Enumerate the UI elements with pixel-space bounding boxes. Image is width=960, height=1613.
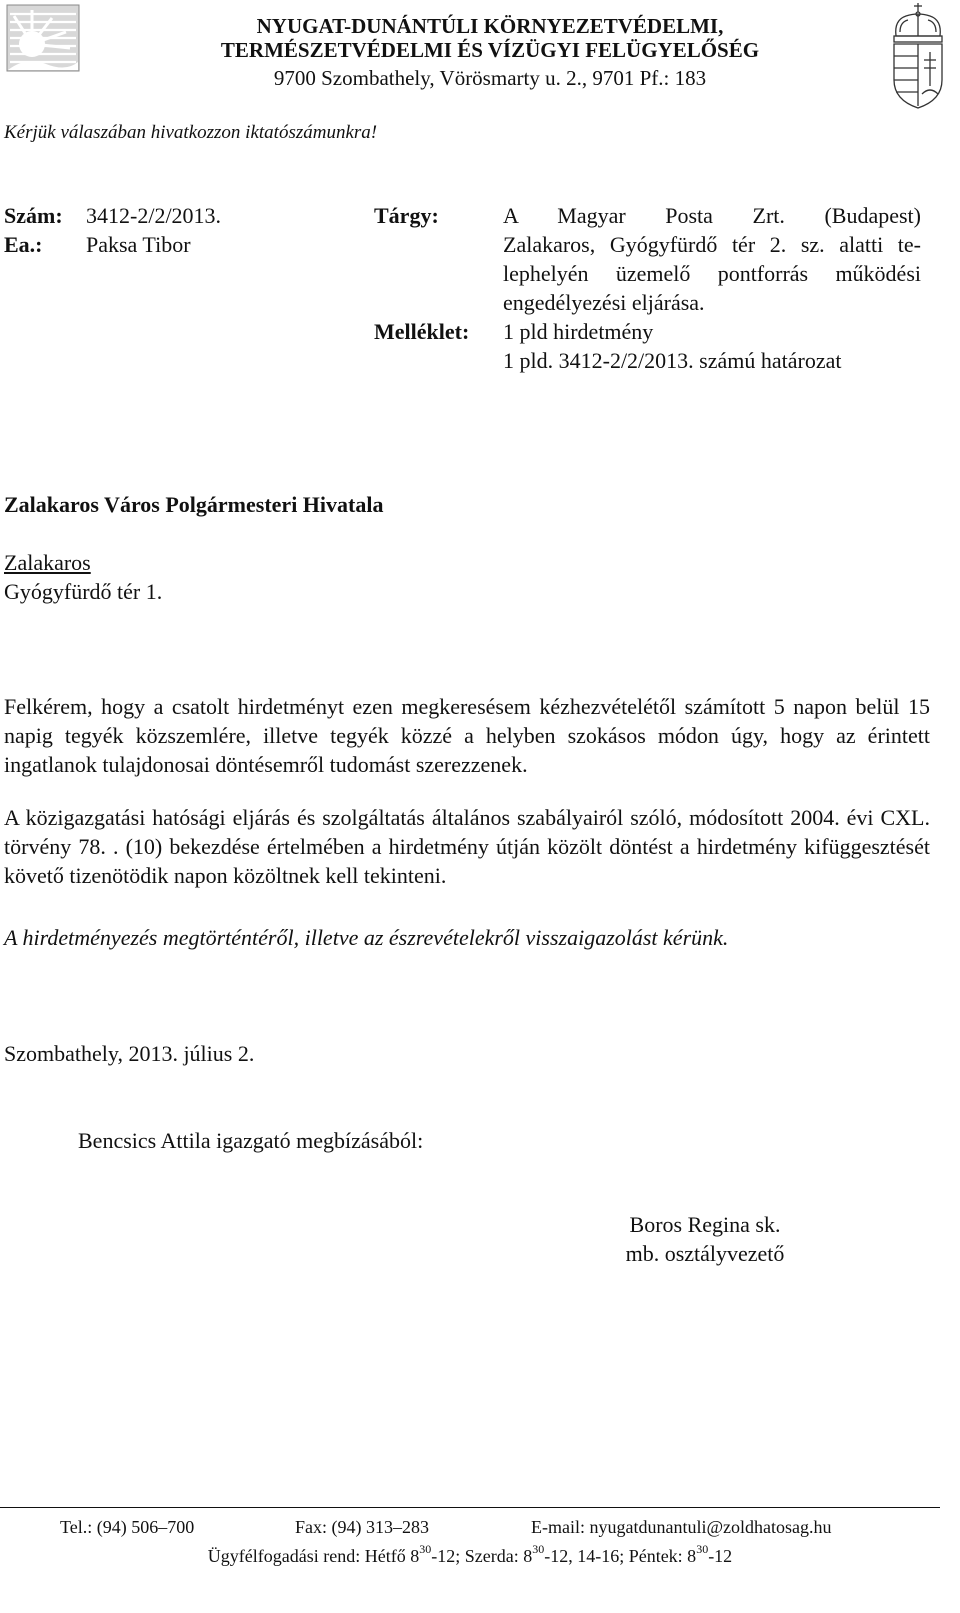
agency-name-line-1: NYUGAT-DUNÁNTÚLI KÖRNYEZETVÉDELMI, bbox=[256, 14, 724, 38]
recipient-street: Gyógyfürdő tér 1. bbox=[4, 579, 163, 604]
hours-minutes: 30 bbox=[419, 1542, 432, 1556]
subject-line: lephelyén üzemelő pontforrás működési bbox=[503, 261, 921, 286]
subject-text bbox=[503, 201, 921, 317]
attachment-item: 1 pld hirdetmény bbox=[503, 319, 654, 344]
footer-divider bbox=[0, 1507, 940, 1508]
footer-fax: Fax: (94) 313–283 bbox=[295, 1517, 429, 1537]
coat-of-arms-icon bbox=[888, 2, 948, 110]
body-paragraph: A közigazgatási hatósági eljárás és szolgáltatás általános szabályairól szóló, módosított 2004. évi CXL. törvény 78. . (10) bekezdése értelmében a hirdetmény útján közölt döntést a hirdetmény kifüggesztését követő tizenötödik napon közöltnek kell tekinteni. bbox=[4, 805, 930, 888]
subject-line: engedélyezési eljárása. bbox=[503, 290, 705, 315]
case-officer-label: Ea.: bbox=[4, 232, 43, 257]
hours-text: -12 bbox=[708, 1546, 733, 1566]
attachment-label: Melléklet: bbox=[374, 319, 470, 344]
signature-authorization: Bencsics Attila igazgató megbízásából: bbox=[78, 1128, 424, 1153]
hours-text: Ügyfélfogadási rend: Hétfő 8 bbox=[207, 1546, 420, 1566]
agency-address: 9700 Szombathely, Vörösmarty u. 2., 9701 Pf.: 183 bbox=[273, 66, 707, 90]
body-paragraph: Felkérem, hogy a csatolt hirdetményt ezen megkeresésem kézhezvételétől számított 5 napon belül 15 napig tegyék közszemlére, illetve tegyék közzé a helyben szokásos módon úgy, hogy az érintett ingatlanok tulajdonosai döntésemről tudomást szerezzenek. bbox=[4, 694, 930, 777]
signer-name: Boros Regina sk. bbox=[629, 1212, 781, 1237]
hours-text: -12, 14-16; Péntek: 8 bbox=[544, 1546, 697, 1566]
agency-sun-logo-icon bbox=[6, 4, 80, 72]
subject-line: Zalakaros, Gyógyfürdő tér 2. sz. alatti te- bbox=[503, 232, 921, 257]
signer-title: mb. osztályvezető bbox=[625, 1241, 785, 1266]
agency-name bbox=[110, 14, 870, 62]
hours-minutes: 30 bbox=[532, 1542, 545, 1556]
attachment-item: 1 pld. 3412-2/2/2013. számú határozat bbox=[503, 348, 842, 373]
agency-name-line-2: TERMÉSZETVÉDELMI ÉS VÍZÜGYI FELÜGYELŐSÉG bbox=[220, 38, 760, 62]
footer-phone: Tel.: (94) 506–700 bbox=[60, 1517, 195, 1537]
subject-label: Tárgy: bbox=[374, 203, 439, 228]
case-officer-value: Paksa Tibor bbox=[86, 232, 191, 257]
reference-number-label: Szám: bbox=[4, 203, 63, 228]
reference-number-value: 3412-2/2/2013. bbox=[86, 203, 222, 228]
recipient-name: Zalakaros Város Polgármesteri Hivatala bbox=[4, 492, 384, 517]
confirmation-request: A hirdetményezés megtörténtéről, illetve az észrevételekről visszaigazolást kérünk. bbox=[4, 925, 729, 950]
reply-note: Kérjük válaszában hivatkozzon iktatószámunkra! bbox=[4, 122, 378, 143]
footer-office-hours bbox=[0, 1542, 940, 1567]
subject-line: A Magyar Posta Zrt. (Budapest) bbox=[503, 203, 921, 228]
date-line: Szombathely, 2013. július 2. bbox=[4, 1041, 255, 1066]
hours-text: -12; Szerda: 8 bbox=[431, 1546, 533, 1566]
hours-minutes: 30 bbox=[696, 1542, 709, 1556]
attachment-list bbox=[503, 317, 933, 375]
footer-email: E-mail: nyugatdunantuli@zoldhatosag.hu bbox=[531, 1517, 832, 1537]
recipient-city: Zalakaros bbox=[4, 550, 91, 575]
